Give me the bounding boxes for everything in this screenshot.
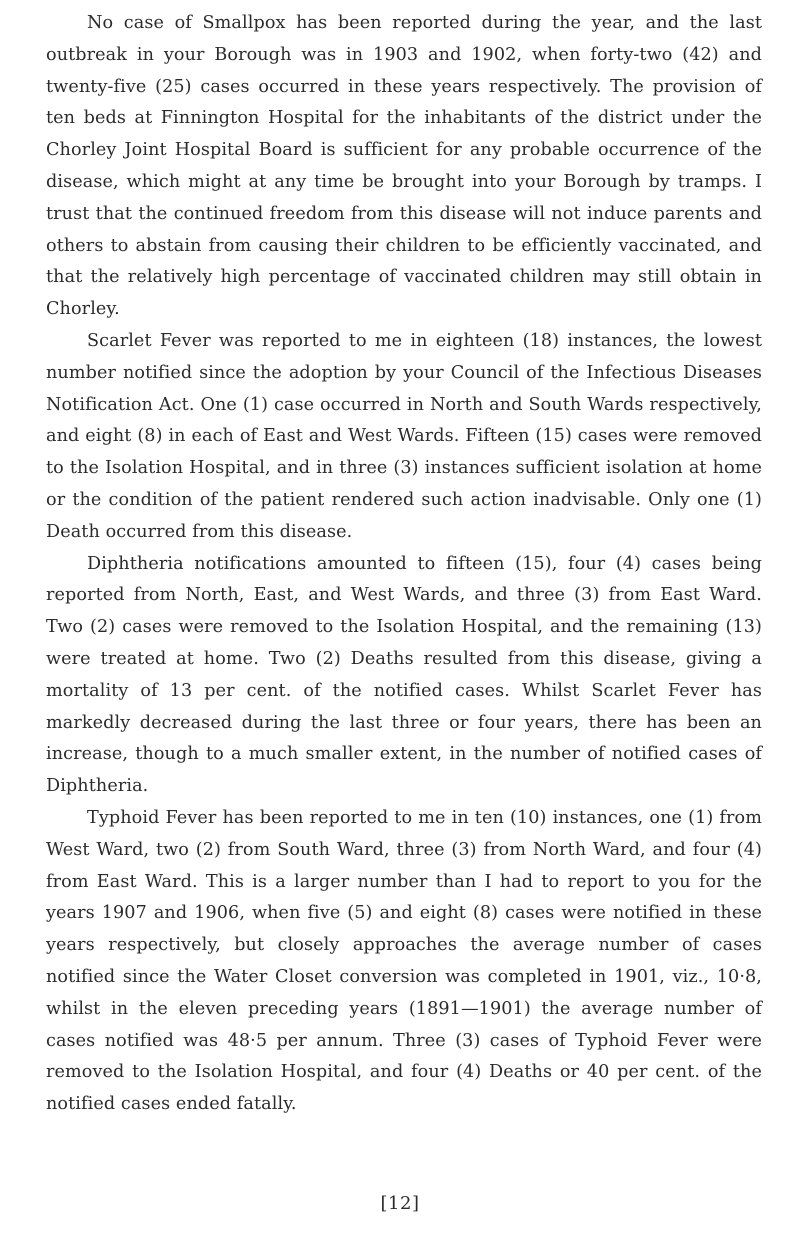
page-number: [12] [380, 1193, 420, 1214]
paragraph-typhoid-fever: Typhoid Fever has been reported to me in ten (10) instances, one (1) from West Ward, two (2) from South Ward, three (3) from North Ward, and four (4) from East Ward. This is a larger number than I had to report to you for the years 1907 and 1906, when five (5) and eight (8) cases were notified in these years respectively, but closely approaches the average number of cases notified since the Water Closet conversion was completed in 1901, viz., 10·8, whilst in the eleven preceding years (1891—1901) the average number of cases notified was 48·5 per annum. Three (3) cases of Typhoid Fever were removed to the Isolation Hospital, and four (4) Deaths or 40 per cent. of the notified cases ended fatally. [46, 807, 762, 1115]
paragraph-diphtheria: Diphtheria notifications amounted to fifteen (15), four (4) cases being reported from North, East, and West Wards, and three (3) from East Ward. Two (2) cases were removed to the Isolation Hospital, and the remaining (13) were treated at home. Two (2) Deaths resulted from this disease, giving a mortality of 13 per cent. of the notified cases. Whilst Scarlet Fever has markedly decreased during the last three or four years, there has been an increase, though to a much smaller extent, in the number of notified cases of Diphtheria. [46, 553, 762, 797]
paragraph-scarlet-fever: Scarlet Fever was reported to me in eighteen (18) instances, the lowest number notified since the adoption by your Council of the Infectious Diseases Notification Act. One (1) case occurred in North and South Wards respectively, and eight (8) in each of East and West Wards. Fifteen (15) cases were removed to the Isolation Hospital, and in three (3) instances sufficient isolation at home or the condition of the patient rendered such action inadvisable. Only one (1) Death occurred from this disease. [46, 330, 762, 542]
paragraph-smallpox: No case of Smallpox has been reported during the year, and the last outbreak in your Borough was in 1903 and 1902, when forty-two (42) and twenty-five (25) cases occurred in these years respectively. The provision of ten beds at Finnington Hospital for the inhabitants of the district under the Chorley Joint Hospital Board is sufficient for any probable occurrence of the disease, which might at any time be brought into your Borough by tramps. I trust that the continued freedom from this disease will not induce parents and others to abstain from causing their children to be efficiently vaccinated, and that the relatively high percentage of vaccinated children may still obtain in Chorley. [46, 13, 762, 320]
document-body [46, 8, 762, 1121]
